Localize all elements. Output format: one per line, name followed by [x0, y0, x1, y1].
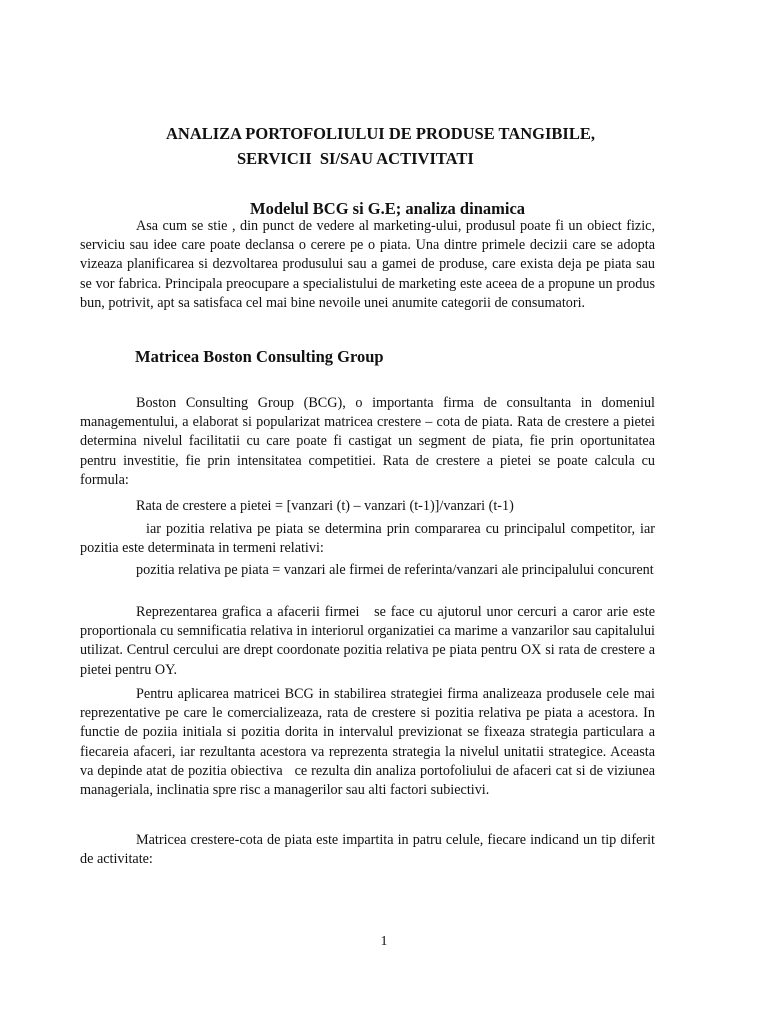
- formula-relative-position: pozitia relativa pe piata = vanzari ale firmei de referinta/vanzari ale principalului concurent: [136, 562, 654, 578]
- subtitle: Modelul BCG si G.E; analiza dinamica: [250, 199, 526, 218]
- title-line-1: ANALIZA PORTOFOLIULUI DE PRODUSE TANGIBILE,: [166, 124, 595, 143]
- intro-paragraph: Asa cum se stie , din punct de vedere al marketing-ului, produsul poate fi un obiect fizic, serviciu sau idee care poate declansa o cerere pe o piata. Una dintre primele decizii care se adopta vizeaza planificarea si dezvoltarea produsului sau a gamei de produse, care exista deja pe piata sau se vor fabrica. Principala preocupare a specialistului de marketing este aceea de a propune un produs bun, potrivit, apt sa satisfaca cel mai bine nevoile unei anumite categorii de consumatori.: [80, 218, 655, 311]
- matrix-paragraph: Matricea crestere-cota de piata este impartita in patru celule, fiecare indicand un tip diferit de activitate:: [80, 832, 655, 868]
- section-heading-bcg: Matricea Boston Consulting Group: [135, 347, 384, 366]
- relative-position-paragraph: iar pozitia relativa pe piata se determina prin compararea cu principalul competitor, iar pozitia este determinata in termeni relativi:: [80, 521, 659, 557]
- strategy-paragraph: Pentru aplicarea matricei BCG in stabilirea strategiei firma analizeaza produsele cele mai reprezentative pe care le comercializeaza, rata de crestere si pozitia relativa pe piata a acestora. In functie de poziia initiala si pozitia dorita in intervalul previzionat se fixeaza strategia particulara a fiecareia afaceri, iar rezultanta acestora va reprezenta strategia la nivelul unitatii strategice. Aceasta va depinde atat de pozitia obiectiva ce rezulta din analiza portofoliului de afaceri cat si de viziunea manageriala, inclinatia spre risc a managerilor sau alti factori subiectivi.: [80, 686, 659, 799]
- title-line-2: SERVICII SI/SAU ACTIVITATI: [237, 149, 474, 168]
- page-number: 1: [380, 934, 388, 949]
- bcg-paragraph: Boston Consulting Group (BCG), o importanta firma de consultanta in domeniul managementului, a elaborat si popularizat matricea crestere – cota de piata. Rata de crestere a pietei determina nivelul facilitatii cu care poate fi castigat un segment de piata, fie prin oportunitatea pentru investitie, fie prin intensitatea competitiei. Rata de crestere a pietei se poate calcula cu formula:: [80, 395, 655, 488]
- formula-market-growth: Rata de crestere a pietei = [vanzari (t) – vanzari (t-1)]/vanzari (t-1): [136, 498, 514, 514]
- graphic-representation-paragraph: Reprezentarea grafica a afacerii firmei se face cu ajutorul unor cercuri a caror arie este proportionala cu semnificatia relativa in interiorul organizatiei ca marime a vanzarilor sau capitalului utilizat. Centrul cercului are drept coordonate pozitia relativa pe piata pentru OX si rata de crestere a pietei pentru OY.: [80, 604, 659, 678]
